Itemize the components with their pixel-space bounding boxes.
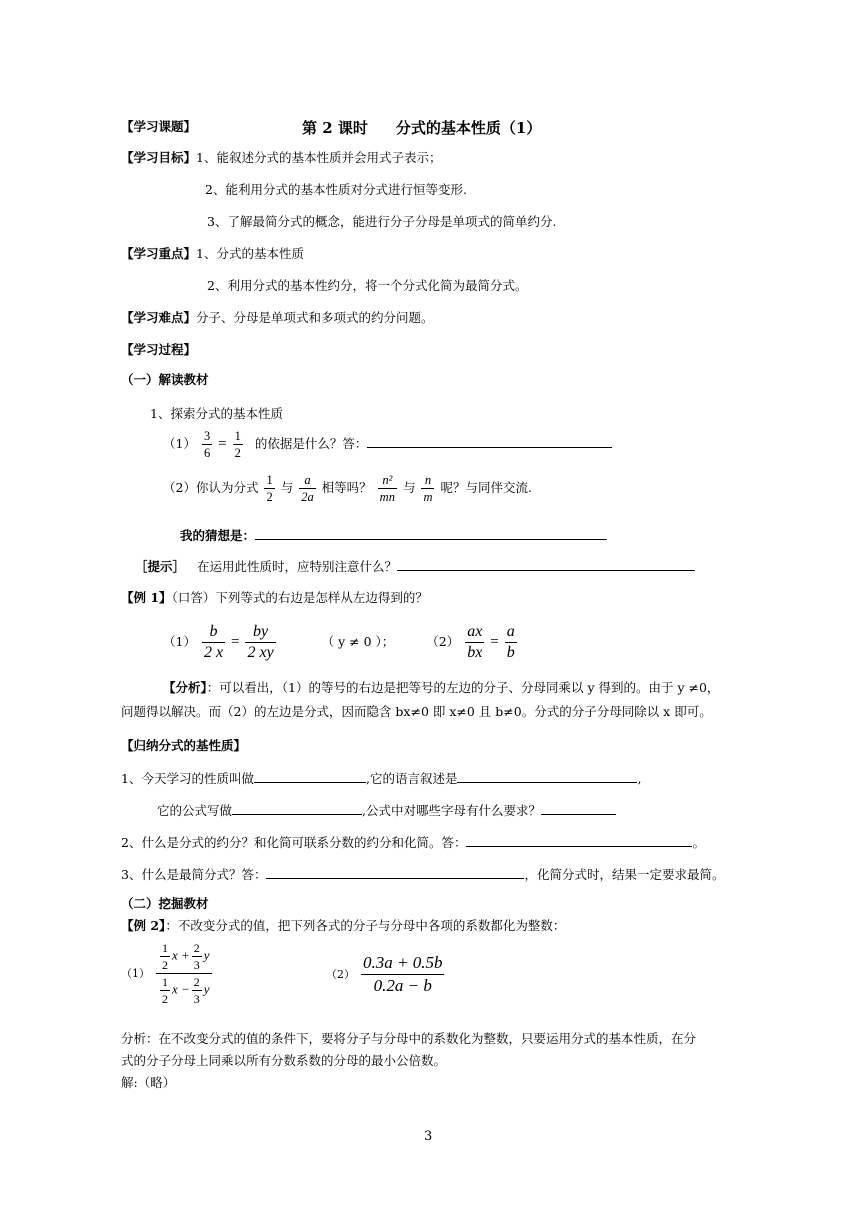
key-2: 2、利用分式的基本性约分，将一个分式化简为最简分式。 (207, 278, 528, 293)
formula-text: 它的公式写做 (157, 803, 233, 818)
goals-row-1 (121, 150, 441, 166)
statement-blank[interactable] (457, 770, 637, 783)
example-2-label: 【例 2】 (121, 918, 166, 933)
complex-fraction (156, 940, 212, 1007)
hint-label: ［提示］ (135, 559, 186, 574)
example-1-expressions (163, 622, 519, 666)
lesson-label: 【学习课题】 (121, 119, 197, 134)
example-2-analysis-line-1: 分析：在不改变分式的值的条件下，要将分子与分母中的系数化为整数，只要运用分式的基本性质，在分 (121, 1031, 697, 1046)
fraction-b-over-2x: $\frac{b}{2 x}$ (203, 623, 224, 661)
fraction-1-2: $\frac{1}{2}$ (234, 429, 241, 460)
example-1-row (121, 590, 428, 606)
example-2-expr-2 (326, 952, 446, 1000)
q1-text: 的依据是什么？答： (254, 436, 368, 451)
e1-condition: （ y ≠ 0 ）； (321, 634, 395, 649)
example-2-analysis-line-2: 式的分子分母上同乘以所有分数系数的分母的最小公倍数。 (121, 1053, 447, 1068)
q1-answer-blank[interactable] (367, 435, 612, 448)
example-2-expr-1 (121, 940, 214, 1012)
fraction-by-over-2xy: $\frac{by}{2 xy}$ (247, 623, 274, 661)
key-1: 1、分式的基本性质 (196, 246, 304, 261)
requirement-text: ,公式中对哪些字母有什么要求？ (362, 803, 541, 818)
guess-blank[interactable] (255, 527, 607, 540)
property-name-blank[interactable] (254, 770, 366, 783)
section-2-heading: （二）挖掘教材 (121, 896, 209, 911)
solution: 解:（略） (121, 1075, 176, 1090)
e2-2-prefix: （2） (326, 967, 355, 981)
summary-1-text: 1、今天学习的性质叫做 (121, 771, 254, 786)
e2-equals: = (490, 634, 499, 650)
question-1 (163, 428, 612, 468)
formula-blank[interactable] (232, 802, 362, 815)
analysis-1-row (163, 680, 719, 696)
summary-label: 【归纳分式的基性质】 (121, 738, 247, 753)
fraction-decimal: $\frac{0.3a + 0.5b}{0.2a - b}$ (362, 953, 443, 995)
summary-1 (121, 770, 641, 787)
process-label: 【学习过程】 (121, 342, 197, 357)
difficulty-row (121, 310, 434, 326)
difficulty-text: 分子、分母是单项式和多项式的约分问题。 (196, 310, 434, 325)
page-number: 3 (424, 1129, 433, 1144)
analysis-line-2: 问题得以解决。而（2）的左边是分式，因而隐含 bx≠0 即 x≠0 且 b≠0。分式的分子分母同除以 x 即可。 (121, 704, 712, 719)
goal-3: 3、了解最简分式的概念，能进行分子分母是单项式的简单约分. (207, 214, 557, 229)
title-topic: 分式的基本性质（1） (395, 119, 542, 137)
fraction-a-over-2a: $\frac{a}{2a}$ (301, 473, 314, 504)
hint-blank[interactable] (397, 558, 695, 571)
summary-1-text-b: ,它的语言叙述是 (365, 771, 458, 786)
complex-denominator: $\frac{1}{2}$ x − $\frac{2}{3}$ y (161, 975, 210, 1006)
summary-1-comma: , (637, 771, 642, 786)
question-2 (163, 472, 532, 512)
fraction-1-over-2: $\frac{1}{2}$ (266, 473, 273, 504)
goal-2: 2、能利用分式的基本性质对分式进行恒等变形. (205, 182, 467, 197)
e1-equals: = (231, 634, 240, 650)
requirement-blank[interactable] (541, 802, 616, 815)
page-title (302, 117, 541, 138)
analysis-line-1: ：可以看出，（1）的等号的右边是把等号的左边的分子、分母同乘以 y 得到的。由于 y ≠0， (206, 680, 720, 695)
q1-prefix: （1） (163, 436, 196, 451)
q2-equal: 相等吗？ (321, 480, 372, 495)
hint-text: 在运用此性质时，应特别注意什么？ (197, 559, 398, 574)
key-label: 【学习重点】 (121, 246, 197, 261)
q2-end: 呢？与同伴交流. (440, 480, 532, 495)
e2-prefix: （2） (426, 634, 460, 649)
example-2-text: ：不改变分式的值，把下列各式的分子与分母中各项的系数都化为整数： (165, 918, 566, 933)
summary-1-cont (157, 802, 616, 819)
example-1-label: 【例 1】 (121, 590, 172, 605)
summary-2 (121, 834, 705, 851)
fraction-n-over-m: $\frac{n}{m}$ (423, 473, 433, 504)
section-1-heading: （一）解读教材 (121, 372, 209, 387)
goal-1: 1、能叙述分式的基本性质并会用式子表示； (196, 150, 442, 165)
fraction-ax-over-bx: $\frac{ax}{bx}$ (467, 623, 483, 661)
guess-label: 我的猜想是： (180, 528, 256, 543)
fraction-n2-over-mn: $\frac{\text{n²}}{mn}$ (379, 473, 395, 504)
item-1: 1、探索分式的基本性质 (150, 406, 283, 421)
simplest-blank[interactable] (266, 866, 524, 879)
hint-row (135, 558, 695, 575)
summary-2-end: 。 (692, 835, 705, 850)
analysis-label: 【分析】 (163, 680, 207, 695)
reduction-blank[interactable] (466, 834, 692, 847)
guess-row (180, 527, 607, 544)
example-2-row (121, 918, 565, 934)
fraction-a-over-b: $\frac{a}{b}$ (506, 623, 515, 661)
example-2-analysis (121, 1028, 741, 1094)
summary-2-text: 2、什么是分式的约分？和化简可联系分数的约分和化简。答： (121, 835, 467, 850)
e1-prefix: （1） (163, 634, 196, 649)
goals-label: 【学习目标】 (121, 150, 197, 165)
key-row-1 (121, 246, 304, 262)
summary-3 (121, 866, 724, 883)
e2-1-prefix: （1） (121, 966, 150, 980)
summary-3-text: 3、什么是最简分式？答： (121, 867, 267, 882)
example-1-text: （口答）下列等式的右边是怎样从左边得到的？ (171, 590, 428, 605)
q2-prefix: （2）你认为分式 (163, 480, 259, 495)
q2-with: 与 (280, 480, 294, 495)
complex-numerator: $\frac{1}{2}$ x + $\frac{2}{3}$ y (156, 940, 212, 974)
title-lesson: 第 2 课时 (302, 119, 368, 137)
difficulty-label: 【学习难点】 (121, 310, 197, 325)
equals-sign: = (218, 436, 227, 452)
summary-3-end: ，化简分式时，结果一定要求最简。 (524, 867, 725, 882)
q2-with-2: 与 (402, 480, 416, 495)
fraction-3-6: $\frac{3}{6}$ (203, 429, 211, 460)
